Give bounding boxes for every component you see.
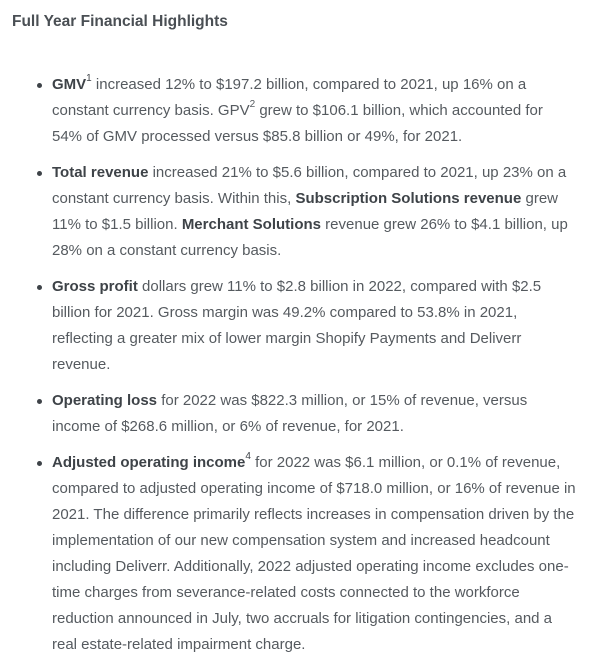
list-item-gross-profit (12, 274, 594, 378)
item-text: revenue grew 26% to $4.1 billion, up 28% on a constant currency basis. (52, 216, 568, 259)
bullet-dot-icon (37, 171, 42, 176)
item-text: dollars grew 11% to $2.8 billion in 2022, compared with $2.5 billion for 2021. Gross margin was 49.2% compared to 53.8% in 2021, reflecting a greater mix of lower margin Shopify Payments and Deliverr revenue. (52, 278, 542, 373)
item-term: Subscription Solutions revenue (295, 190, 522, 207)
footnote-marker: 4 (245, 451, 251, 462)
list-item-gmv (12, 72, 594, 150)
bullet-dot-icon (37, 399, 42, 404)
section-title: Full Year Financial Highlights (12, 13, 228, 30)
item-text: for 2022 was $822.3 million, or 15% of revenue, versus income of $268.6 million, or 6% of revenue, for 2021. (52, 392, 528, 435)
footnote-marker: 2 (249, 99, 256, 110)
item-term: GMV (52, 76, 87, 93)
item-term: Operating loss (52, 392, 158, 409)
item-term: Merchant Solutions (181, 216, 321, 233)
bullet-dot-icon (37, 83, 42, 88)
item-term: Total revenue (52, 164, 149, 181)
item-text: grew 11% to $1.5 billion. (52, 190, 558, 233)
item-text: increased 12% to $197.2 billion, compared to 2021, up 16% on a constant currency basis. GPV (52, 76, 527, 119)
list-item-adjusted-operating-income (12, 450, 594, 658)
item-term: Adjusted operating income (52, 454, 246, 471)
item-text: for 2022 was $6.1 million, or 0.1% of revenue, compared to adjusted operating income of $718.0 million, or 16% of revenue in 2021. The difference primarily reflects increases in compensation driven by the implementation of our new compensation system and increased headcount including Deliverr. Additionally, 2022 adjusted operating income excludes one-time charges from severance-related costs connected to the workforce reduction announced in July, two accruals for litigation contingencies, and a real estate-related impairment charge. (52, 454, 576, 653)
highlights-list (12, 72, 594, 658)
list-item-operating-loss (12, 388, 594, 440)
item-term: Gross profit (52, 278, 138, 295)
footnote-marker: 1 (86, 73, 92, 84)
bullet-dot-icon (37, 461, 42, 466)
item-text: grew to $106.1 billion, which accounted for 54% of GMV processed versus $85.8 billion or 49%, for 2021. (52, 102, 543, 145)
bullet-dot-icon (37, 285, 42, 290)
list-item-total-revenue (12, 160, 594, 264)
item-text: increased 21% to $5.6 billion, compared to 2021, up 23% on a constant currency basis. Within this, (52, 164, 567, 207)
